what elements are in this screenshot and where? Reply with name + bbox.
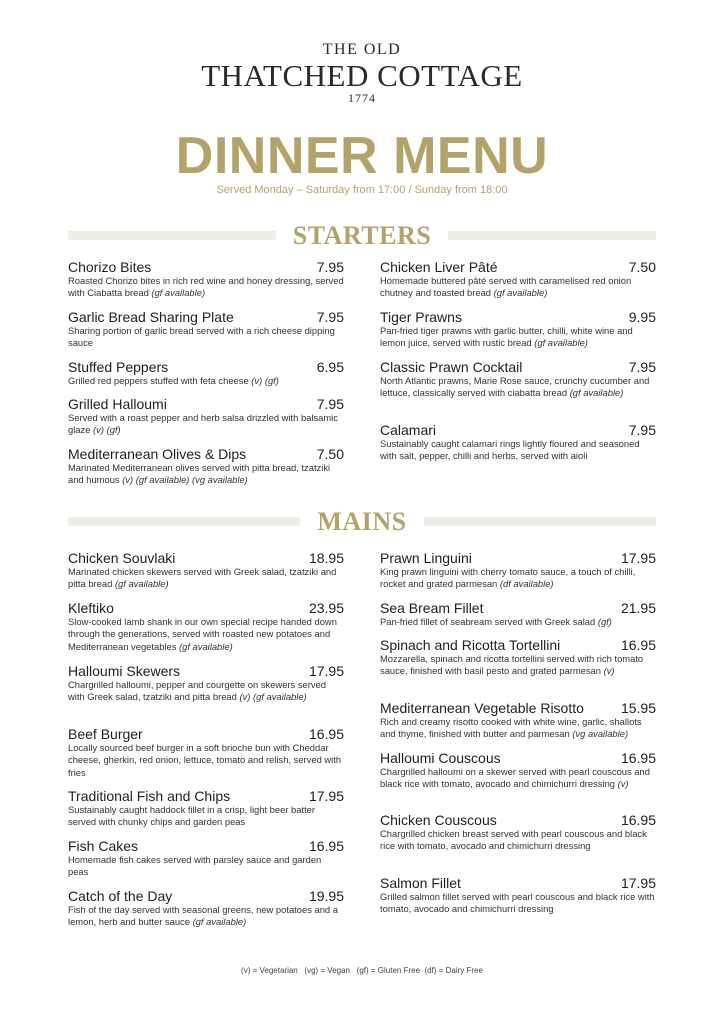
item-description: Sustainably caught haddock fillet in a crisp, light beer batter served with chunky chips and garden peas — [68, 804, 316, 828]
menu-item — [380, 309, 656, 350]
menu-item — [380, 550, 656, 591]
brand-name: THATCHED COTTAGE — [201, 58, 523, 93]
service-hours: Served Monday – Saturday from 17:00 / Sunday from 18:00 — [216, 184, 508, 196]
item-price: 17.95 — [308, 788, 344, 804]
item-description: Marinated chicken skewers served with Greek salad, tzatziki and pitta bread (gf available) — [68, 566, 337, 590]
menu-item — [68, 600, 344, 653]
item-description: Chargrilled halloumi on a skewer served with pearl couscous and black rice with tomato, avocado and chimichurri dressing (v) — [380, 766, 650, 790]
item-description: North Atlantic prawns, Marie Rose sauce, crunchy cucumber and lettuce, classically served with ciabatta bread (gf available) — [380, 375, 650, 399]
item-price: 23.95 — [308, 600, 344, 616]
brand-line-1: THE OLD — [322, 41, 402, 58]
section-starters-heading — [68, 221, 656, 251]
item-name: Garlic Bread Sharing Plate — [68, 309, 234, 325]
menu-item — [380, 700, 656, 741]
menu-item — [68, 359, 344, 387]
item-name: Calamari — [380, 422, 437, 438]
page-title: DINNER MENU — [175, 127, 549, 185]
item-name: Traditional Fish and Chips — [68, 788, 231, 804]
item-price: 7.95 — [628, 359, 656, 375]
menu-item — [380, 259, 656, 300]
item-name: Spinach and Ricotta Tortellini — [380, 637, 561, 653]
item-description: Homemade buttered pâté served with caramelised red onion chutney and toasted bread (gf available) — [380, 275, 632, 299]
item-description: Chargrilled halloumi, pepper and courgette on skewers served with Greek salad, tzatziki and pitta bread (v) (gf available) — [68, 679, 326, 703]
menu-item — [380, 600, 656, 628]
item-name: Classic Prawn Cocktail — [380, 359, 523, 375]
item-name: Chicken Souvlaki — [68, 550, 176, 566]
item-price: 7.50 — [316, 446, 344, 462]
item-price: 16.95 — [308, 726, 344, 742]
menu-item — [380, 750, 656, 791]
item-price: 6.95 — [316, 359, 344, 375]
menu-item — [68, 259, 344, 300]
item-description: King prawn linguini with cherry tomato sauce, a touch of chilli, rocket and grated parmesan (df available) — [380, 566, 636, 590]
menu-item — [380, 637, 656, 678]
menu-item — [380, 875, 656, 916]
item-name: Chicken Liver Pâté — [380, 259, 498, 275]
item-name: Prawn Linguini — [380, 550, 472, 566]
menu-item — [68, 788, 344, 829]
item-description: Grilled red peppers stuffed with feta cheese (v) (gf) — [68, 375, 279, 386]
item-description: Roasted Chorizo bites in rich red wine and honey dressing, served with Ciabatta bread (gf available) — [68, 275, 344, 299]
menu-item — [68, 726, 344, 779]
item-description: Served with a roast pepper and herb salsa drizzled with balsamic glaze (v) (gf) — [68, 412, 338, 436]
item-name: Sea Bream Fillet — [380, 600, 484, 616]
item-description: Locally sourced beef burger in a soft brioche bun with Cheddar cheese, gherkin, red onion, lettuce, tomato and relish, served with fries — [68, 742, 342, 778]
section-mains-heading — [68, 507, 656, 537]
item-description: Rich and creamy risotto cooked with white wine, garlic, shallots and thyme, finished with butter and parmesan (vg available) — [380, 716, 642, 740]
menu-item — [68, 838, 344, 879]
item-name: Halloumi Couscous — [380, 750, 501, 766]
item-name: Halloumi Skewers — [68, 663, 181, 679]
item-price: 7.50 — [628, 259, 656, 275]
menu-item — [380, 359, 656, 400]
item-description: Pan-fried fillet of seabream served with Greek salad (gf) — [380, 616, 612, 627]
dietary-key: (v) = Vegetarian (vg) = Vegan (gf) = Gluten Free (df) = Dairy Free — [241, 966, 483, 975]
item-price: 7.95 — [316, 259, 344, 275]
menu-item — [68, 309, 344, 350]
item-name: Grilled Halloumi — [68, 396, 167, 412]
item-description: Grilled salmon fillet served with pearl couscous and black rice with tomato, avocado and chimichurri dressing — [380, 891, 655, 915]
item-price: 17.95 — [620, 550, 656, 566]
item-price: 7.95 — [628, 422, 656, 438]
item-price: 16.95 — [620, 637, 656, 653]
brand-year: 1774 — [348, 91, 376, 105]
menu-item — [68, 446, 344, 487]
item-price: 7.95 — [316, 309, 344, 325]
item-name: Chicken Couscous — [380, 812, 497, 828]
item-name: Salmon Fillet — [380, 875, 461, 891]
item-price: 16.95 — [620, 750, 656, 766]
item-description: Fish of the day served with seasonal greens, new potatoes and a lemon, herb and butter sauce (gf available) — [68, 904, 338, 928]
item-description: Sharing portion of garlic bread served with a rich cheese dipping sauce — [68, 325, 335, 349]
item-name: Fish Cakes — [68, 838, 139, 854]
item-name: Mediterranean Vegetable Risotto — [380, 700, 584, 716]
item-name: Chorizo Bites — [68, 259, 152, 275]
item-name: Mediterranean Olives & Dips — [68, 446, 247, 462]
item-name: Tiger Prawns — [380, 309, 462, 325]
item-price: 15.95 — [620, 700, 656, 716]
item-price: 7.95 — [316, 396, 344, 412]
item-description: Slow-cooked lamb shank in our own special recipe handed down through the generations, served with roasted new potatoes and Mediterranean vegetables (gf available) — [68, 616, 337, 652]
menu-item — [68, 550, 344, 591]
item-description: Mozzarella, spinach and ricotta tortellini served with rich tomato sauce, finished with basil pesto and grated parmesan (v) — [380, 653, 644, 677]
item-description: Chargrilled chicken breast served with pearl couscous and black rice with tomato, avocado and chimichurri dressing — [380, 828, 647, 852]
item-name: Stuffed Peppers — [68, 359, 169, 375]
item-price: 18.95 — [308, 550, 344, 566]
item-description: Pan-fried tiger prawns with garlic butter, chilli, white wine and lemon juice, served with rustic bread (gf available) — [380, 325, 633, 349]
item-description: Marinated Mediterranean olives served with pitta bread, tzatziki and humous (v) (gf available) (vg available) — [68, 462, 331, 486]
item-name: Beef Burger — [68, 726, 143, 742]
section-title: MAINS — [317, 507, 407, 536]
menu-item — [68, 396, 344, 437]
menu-item — [380, 812, 656, 853]
item-price: 16.95 — [308, 838, 344, 854]
menu-item — [68, 663, 344, 704]
item-price: 9.95 — [628, 309, 656, 325]
menu-item — [68, 888, 344, 929]
item-price: 19.95 — [308, 888, 344, 904]
item-price: 21.95 — [620, 600, 656, 616]
item-name: Kleftiko — [68, 600, 114, 616]
item-price: 16.95 — [620, 812, 656, 828]
item-name: Catch of the Day — [68, 888, 173, 904]
menu-item — [380, 422, 656, 463]
item-description: Homemade fish cakes served with parsley sauce and garden peas — [68, 854, 322, 878]
item-description: Sustainably caught calamari rings lightly floured and seasoned with salt, pepper, chilli and herbs, served with aioli — [380, 438, 640, 462]
item-price: 17.95 — [308, 663, 344, 679]
item-price: 17.95 — [620, 875, 656, 891]
section-title: STARTERS — [292, 221, 432, 250]
